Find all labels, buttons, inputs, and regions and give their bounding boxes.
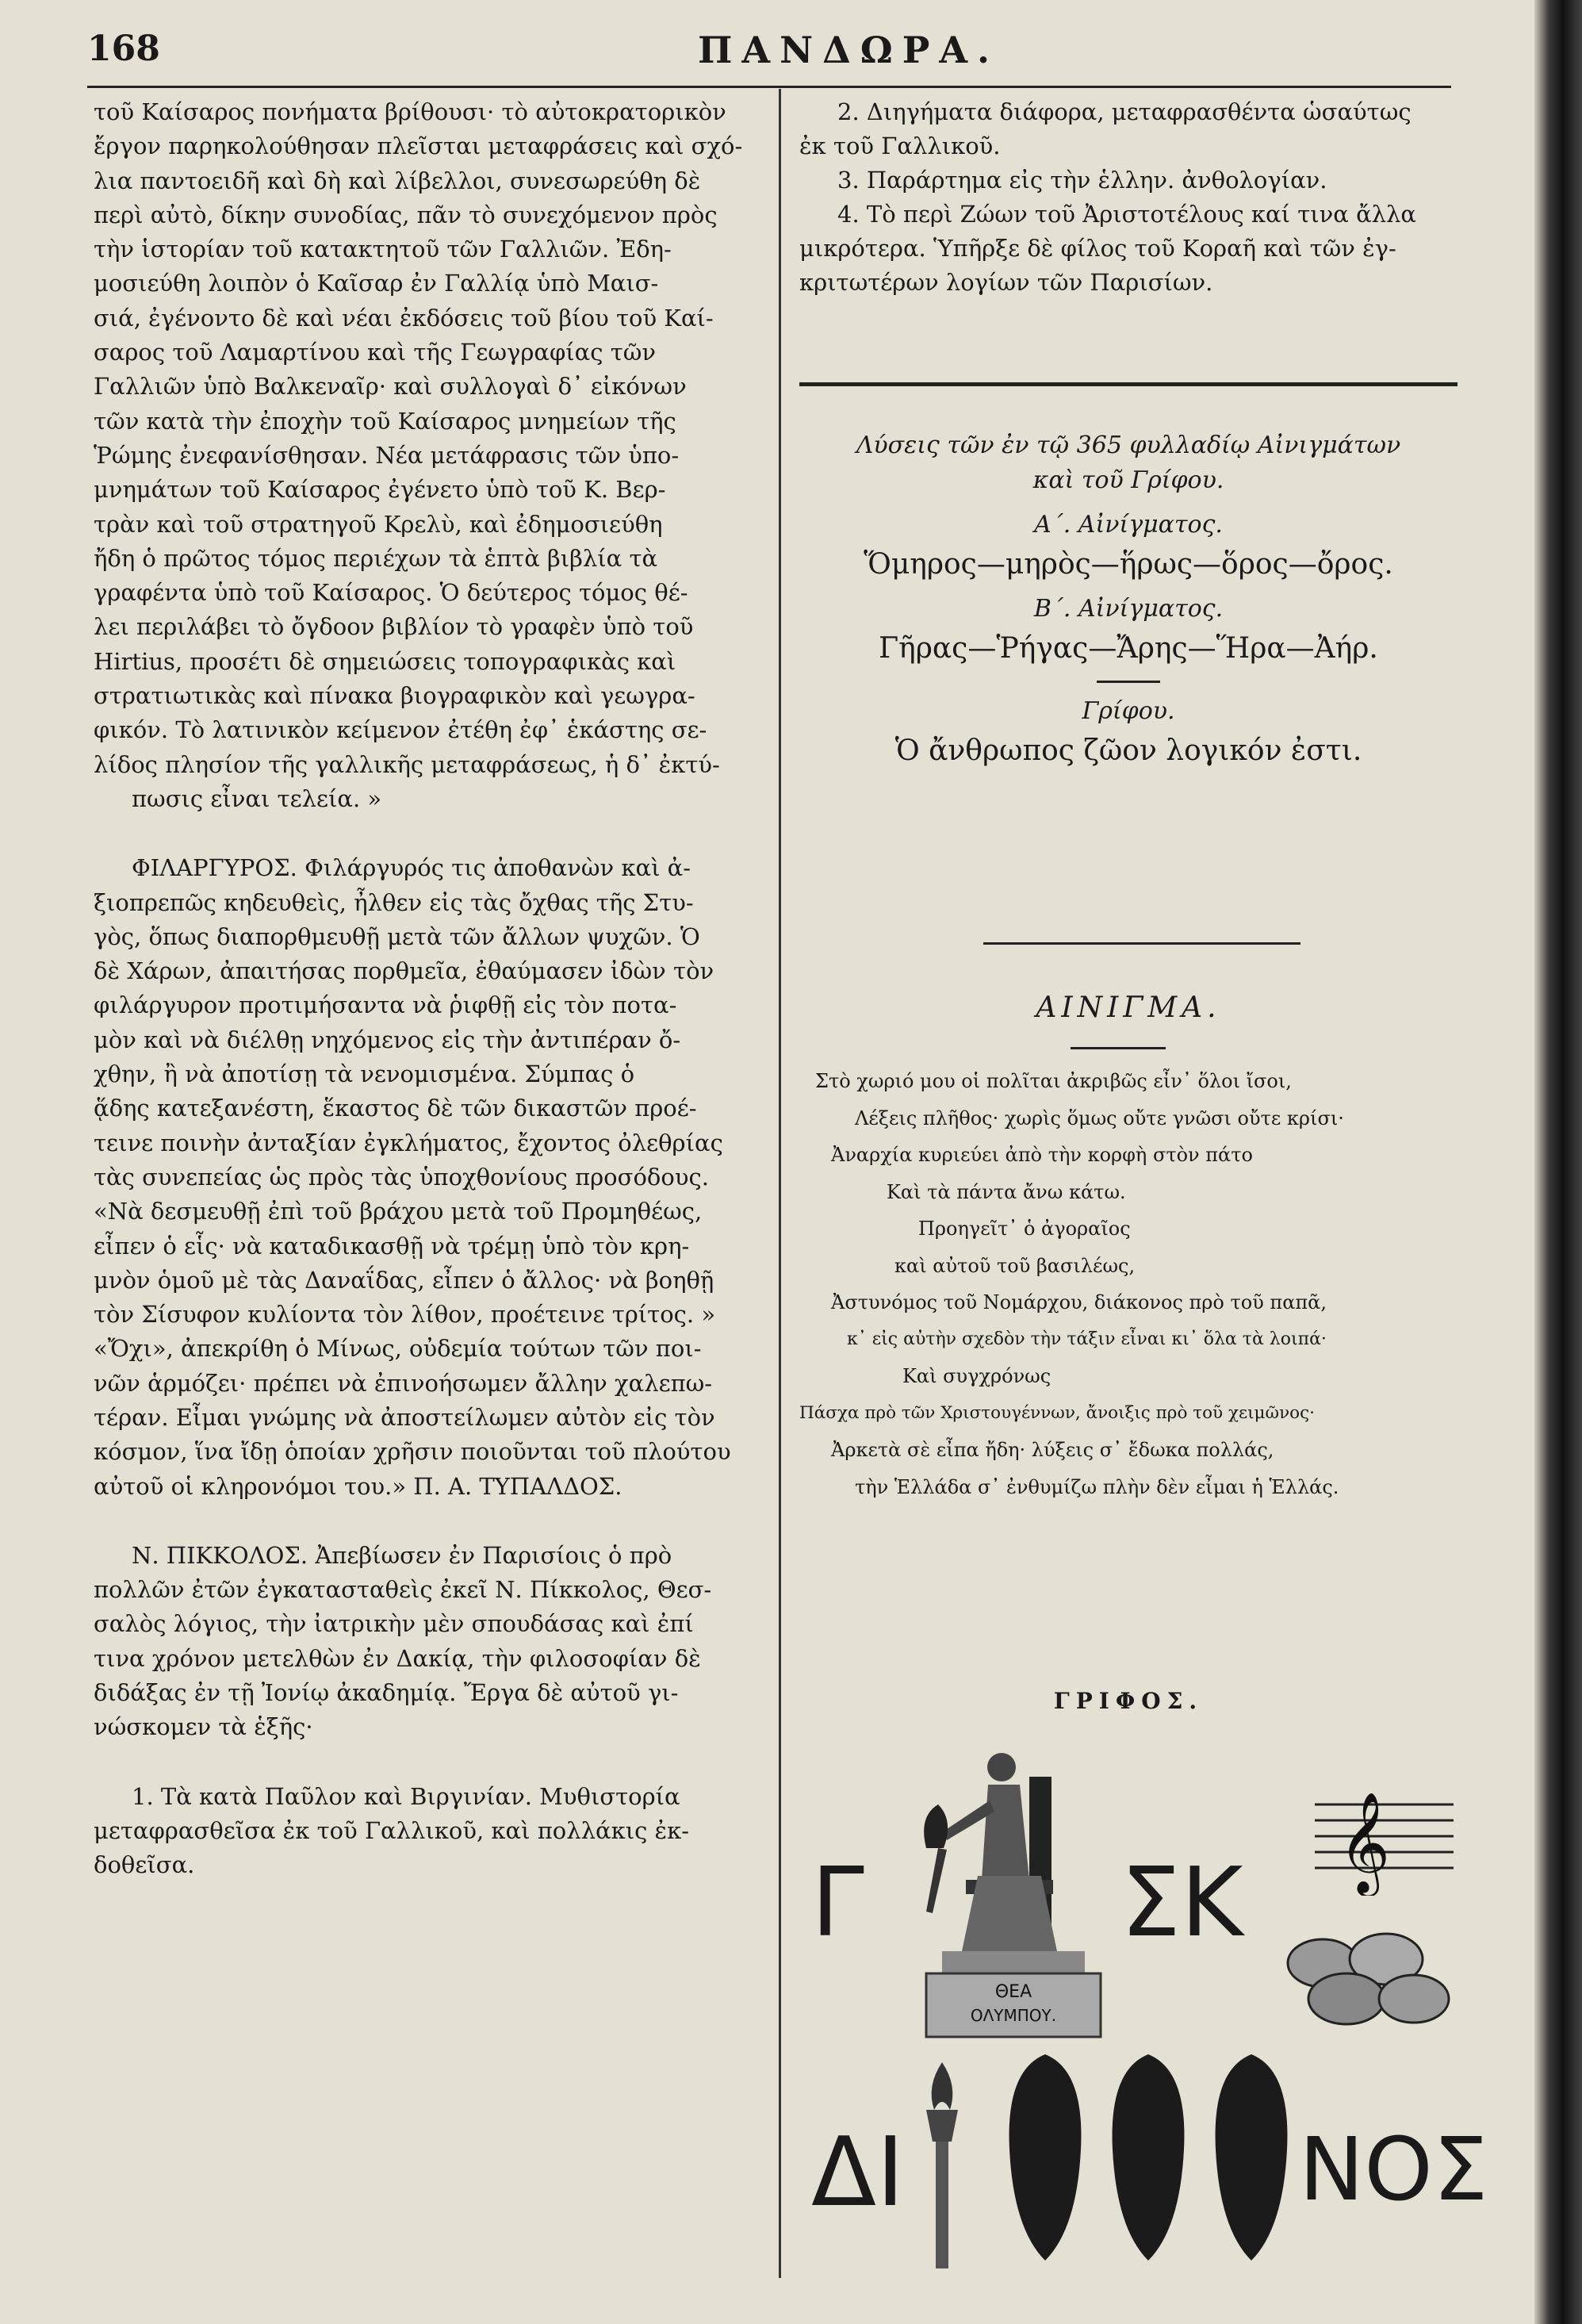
- section-rule: [799, 382, 1458, 386]
- poem-line: Στὸ χωριό μου οἱ πολῖται ἀκριβῶς εἶν᾽ ὅλοι ἴσοι,: [815, 1070, 1292, 1092]
- torch-icon: [910, 2062, 974, 2268]
- text-line: τινα χρόνον μετελθὼν ἐν Δακίᾳ, τὴν φιλοσοφίαν δὲ: [94, 1644, 701, 1672]
- text-line: τέραν. Εἶμαι γνώμης νὰ ἀποστείλωμεν αὐτὸν εἰς τὸν: [94, 1403, 715, 1431]
- poem-line: Ἀρκετὰ σὲ εἶπα ἤδη· λύξεις σ᾽ ἔδωκα πολλάς,: [831, 1439, 1274, 1461]
- riddle-poem: [799, 1063, 1458, 1505]
- text-line: 4. Τὸ περὶ Ζώων τοῦ Ἀριστοτέλους καί τινα ἄλλα: [837, 201, 1416, 228]
- solutions-title-line2: καὶ τοῦ Γρίφου.: [1032, 466, 1224, 494]
- text-line: πωσις εἶναι τελεία. »: [132, 784, 382, 812]
- text-line: μνημάτων τοῦ Καίσαρος ἐγένετο ὑπὸ τοῦ Κ. Βερ-: [94, 476, 666, 504]
- text-line: ἔργον παρηκολούθησαν πλεῖσται μεταφράσεις καὶ σχό-: [94, 132, 743, 160]
- text-line: τῶν κατὰ τὴν ἐποχὴν τοῦ Καίσαρος μνημείων τῆς: [94, 407, 676, 435]
- poem-line: Προηγεῖτ᾽ ὁ ἀγοραῖος: [918, 1218, 1131, 1240]
- text-line: Γαλλιῶν ὑπὸ Βαλκεναῖρ· καὶ συλλογαὶ δ᾽ εἰκόνων: [94, 373, 687, 401]
- journal-title: ΠΑΝΔΩΡΑ.: [697, 29, 1000, 71]
- text-line: τρὰν καὶ τοῦ στρατηγοῦ Κρελὺ, καὶ ἐδημοσιεύθη: [94, 510, 663, 538]
- page-header: [87, 29, 1530, 76]
- riddle-title: ΑΙΝΙΓΜΑ.: [1036, 991, 1221, 1024]
- left-column: [94, 95, 768, 1883]
- text-line: τὴν ἱστορίαν τοῦ κατακτητοῦ τῶν Γαλλιῶν. Ἐδη-: [94, 236, 672, 263]
- header-rule: [87, 86, 1451, 88]
- poem-line: κ᾽ εἰς αὐτὴν σχεδὸν τὴν τάξιν εἶναι κι᾽ ὅλα τὰ λοιπά·: [847, 1329, 1327, 1349]
- text-line: σαρος τοῦ Λαμαρτίνου καὶ τῆς Γεωγραφίας τῶν: [94, 339, 657, 366]
- text-line: ξιοπρεπῶς κηδευθεὶς, ἦλθεν εἰς τὰς ὄχθας τῆς Στυ-: [94, 888, 694, 916]
- text-line: φικόν. Τὸ λατινικὸν κείμενον ἐτέθη ἐφ᾽ ἑκάστης σε-: [94, 716, 707, 744]
- text-line: ᾅδης κατεξανέστη, ἕκαστος δὲ τῶν δικαστῶν προέ-: [94, 1095, 697, 1122]
- poem-line: Ἀναρχία κυριεύει ἀπὸ τὴν κορφὴ στὸν πάτο: [831, 1144, 1253, 1166]
- solution-a-label: Α΄. Αἰνίγματος.: [1034, 511, 1223, 539]
- text-line: λίδος πλησίον τῆς γαλλικῆς μεταφράσεως, ἡ δ᾽ ἐκτύ-: [94, 750, 720, 778]
- text-line: λια παντοειδῆ καὶ δὴ καὶ λίβελλοι, συνεσωρεύθη δὲ: [94, 167, 701, 194]
- text-line: δοθεῖσα.: [94, 1851, 195, 1879]
- page-number: 168: [87, 29, 160, 69]
- treble-clef-icon: [1315, 1777, 1454, 1896]
- text-line: τὸν Σίσυφον κυλίοντα τὸν λίθον, προέτεινε τρίτος. »: [94, 1301, 716, 1329]
- rebus-letters-di: ΔΙ: [811, 2118, 905, 2228]
- text-line: πολλῶν ἐτῶν ἐγκατασταθεὶς ἐκεῖ Ν. Πίκκολος, Θεσ-: [94, 1576, 712, 1604]
- text-line: λει περιλάβει τὸ ὄγδοον βιβλίον τὸ γραφὲν ὑπὸ τοῦ: [94, 613, 694, 641]
- text-line: δὲ Χάρων, ἀπαιτήσας πορθμεῖα, ἐθαύμασεν ἰδὼν τὸν: [94, 957, 714, 985]
- text-line: τοῦ Καίσαρος πονήματα βρίθουσι· τὸ αὐτοκρατορικὸν: [94, 98, 726, 125]
- poem-line: τὴν Ἑλλάδα σ᾽ ἐνθυμίζω πλὴν δὲν εἶμαι ἡ Ἑλλάς.: [855, 1475, 1339, 1498]
- solution-c-answer: Ὁ ἄνθρωπος ζῶον λογικόν ἐστι.: [894, 734, 1362, 767]
- short-rule: [1097, 681, 1160, 683]
- text-line: Ν. ΠΙΚΚΟΛΟΣ. Ἀπεβίωσεν ἐν Παρισίοις ὁ πρὸ: [132, 1541, 672, 1569]
- rebus-letters-sk: ΣΚ: [1120, 1848, 1243, 1958]
- eggs-icon: [1275, 1916, 1458, 2042]
- text-line: νώσκομεν τὰ ἑξῆς·: [94, 1713, 313, 1741]
- text-line: τὰς συνεπείας ὡς πρὸς τὰς ὑποχθονίους προσόδους.: [94, 1163, 709, 1191]
- text-line: γὸς, ὅπως διαπορθμευθῇ μετὰ τῶν ἄλλων ψυχῶν. Ὁ: [94, 922, 700, 950]
- text-line: μοσιεύθη λοιπὸν ὁ Καῖσαρ ἐν Γαλλίᾳ ὑπὸ Μαισ-: [94, 270, 659, 297]
- poem-line: Πάσχα πρὸ τῶν Χριστουγέννων, ἄνοιξις πρὸ τοῦ χειμῶνος·: [799, 1402, 1315, 1423]
- text-line: φιλάργυρον προτιμήσαντα νὰ ῥιφθῇ εἰς τὸν ποτα-: [94, 991, 677, 1019]
- text-line: γραφέντα ὑπὸ τοῦ Καίσαρος. Ὁ δεύτερος τόμος θέ-: [94, 579, 688, 607]
- svg-text:𝄞: 𝄞: [1339, 1791, 1391, 1893]
- text-line: μικρότερα. Ὑπῆρξε δὲ φίλος τοῦ Κοραῆ καὶ τῶν ἐγ-: [799, 235, 1396, 262]
- rebus-letter-g: Γ: [811, 1848, 864, 1958]
- text-line: περὶ αὐτὸ, δίκην συνοδίας, πᾶν τὸ συνεχόμενον πρὸς: [94, 201, 718, 228]
- plinth-line-1: ΘΕΑ: [994, 1982, 1032, 2002]
- poem-line: καὶ αὐτοῦ τοῦ βασιλέως,: [894, 1254, 1136, 1277]
- text-line: 1. Τὰ κατὰ Παῦλον καὶ Βιργινίαν. Μυθιστορία: [132, 1782, 680, 1810]
- text-line: Ῥώμης ἐνεφανίσθησαν. Νέα μετάφρασις τῶν ὑπο-: [94, 441, 680, 469]
- text-line: ἐκ τοῦ Γαλλικοῦ.: [799, 132, 1001, 159]
- text-line: νῶν ἁρμόζει· πρέπει νὰ ἐπινοήσωμεν ἄλλην χαλεπω-: [94, 1369, 713, 1397]
- rebus-title: ΓΡΙΦΟΣ.: [1053, 1688, 1204, 1714]
- riddle-rule: [1071, 1047, 1166, 1049]
- hair-locks-icon: [998, 2054, 1299, 2268]
- text-line: «Νὰ δεσμευθῇ ἐπὶ τοῦ βράχου μετὰ τοῦ Προμηθέως,: [94, 1198, 703, 1225]
- text-line: εἶπεν ὁ εἷς· νὰ καταδικασθῇ νὰ τρέμῃ ὑπὸ τὸν κρη-: [94, 1232, 690, 1260]
- text-line: 2. Διηγήματα διάφορα, μεταφρασθέντα ὡσαύτως: [837, 98, 1412, 125]
- text-line: διδάξας ἐν τῇ Ἰονίῳ ἀκαδημίᾳ. Ἔργα δὲ αὐτοῦ γι-: [94, 1679, 679, 1707]
- book-binding-edge: [1534, 0, 1582, 2324]
- text-line: Hirtius, προσέτι δὲ σημειώσεις τοπογραφικὰς καὶ: [94, 647, 676, 675]
- poem-line: Καὶ τὰ πάντα ἄνω κάτω.: [887, 1180, 1126, 1203]
- text-line: στρατιωτικὰς καὶ πίνακα βιογραφικὸν καὶ γεωγρα-: [94, 682, 695, 710]
- poem-line: Ἀστυνόμος τοῦ Νομάρχου, διάκονος πρὸ τοῦ παπᾶ,: [831, 1291, 1327, 1313]
- section-rule: [983, 942, 1300, 945]
- text-line: κόσμον, ἵνα ἴδῃ ὁποίαν χρῆσιν ποιοῦνται τοῦ πλούτου: [94, 1438, 731, 1466]
- goddess-figure-icon: [894, 1729, 1132, 2038]
- solution-b-label: Β΄. Αἰνίγματος.: [1033, 595, 1224, 623]
- text-line: ΦΙΛΑΡΓΥΡΟΣ. Φιλάργυρός τις ἀποθανὼν καὶ ἀ-: [132, 854, 691, 882]
- text-line: μεταφρασθεῖσα ἐκ τοῦ Γαλλικοῦ, καὶ πολλάκις ἐκ-: [94, 1816, 690, 1844]
- text-line: αὐτοῦ οἱ κληρονόμοι του.» Π. Α. ΤΥΠΑΛΔΟΣ.: [94, 1472, 622, 1500]
- solutions-title: Λύσεις τῶν ἐν τῷ 365 φυλλαδίῳ Αἰνιγμάτων: [856, 431, 1401, 459]
- rebus-picture: [799, 1729, 1488, 2268]
- text-line: τεινε ποινὴν ἀνταξίαν ἐγκλήματος, ἔχοντος ὀλεθρίας: [94, 1129, 723, 1156]
- text-line: κριτωτέρων λογίων τῶν Παρισίων.: [799, 269, 1213, 296]
- solutions-section: [799, 428, 1458, 769]
- solution-c-label: Γρίφου.: [1082, 697, 1175, 725]
- text-line: «Ὄχι», ἀπεκρίθη ὁ Μίνως, οὐδεμία τούτων τῶν ποι-: [94, 1335, 702, 1363]
- right-column: [799, 95, 1458, 300]
- poem-line: Λέξεις πλῆθος· χωρὶς ὅμως οὔτε γνῶσι οὔτε κρίσι·: [855, 1106, 1344, 1129]
- text-line: μὸν καὶ νὰ διέλθῃ νηχόμενος εἰς τὴν ἀντιπέραν ὄ-: [94, 1026, 681, 1053]
- text-line: ἤδη ὁ πρῶτος τόμος περιέχων τὰ ἑπτὰ βιβλία τὰ: [94, 544, 658, 572]
- text-line: μνὸν ὁμοῦ μὲ τὰς Δαναΐδας, εἶπεν ὁ ἄλλος· νὰ βοηθῇ: [94, 1266, 714, 1294]
- rebus-letters-nos: ΝΟΣ: [1299, 2119, 1488, 2220]
- text-line: 3. Παράρτημα εἰς τὴν ἑλλην. ἀνθολογίαν.: [837, 167, 1327, 194]
- poem-line: Καὶ συγχρόνως: [902, 1365, 1051, 1387]
- text-line: σαλὸς λόγιος, τὴν ἰατρικὴν μὲν σπουδάσας καὶ ἐπί: [94, 1610, 694, 1638]
- solution-a-answer: Ὅμηρος—μηρὸς—ἥρως—ὅρος—ὄρος.: [864, 548, 1393, 581]
- plinth-line-2: ΟΛΥΜΠΟΥ.: [970, 2006, 1057, 2025]
- text-line: χθην, ἢ νὰ ἀποτίσῃ τὰ νενομισμένα. Σύμπας ὁ: [94, 1060, 635, 1088]
- text-line: σιά, ἐγένοντο δὲ καὶ νέαι ἐκδόσεις τοῦ βίου τοῦ Καί-: [94, 304, 714, 332]
- column-divider: [779, 89, 781, 2278]
- solution-b-answer: Γῆρας—Ῥήγας—Ἄρης—Ἥρα—Ἀήρ.: [879, 632, 1378, 665]
